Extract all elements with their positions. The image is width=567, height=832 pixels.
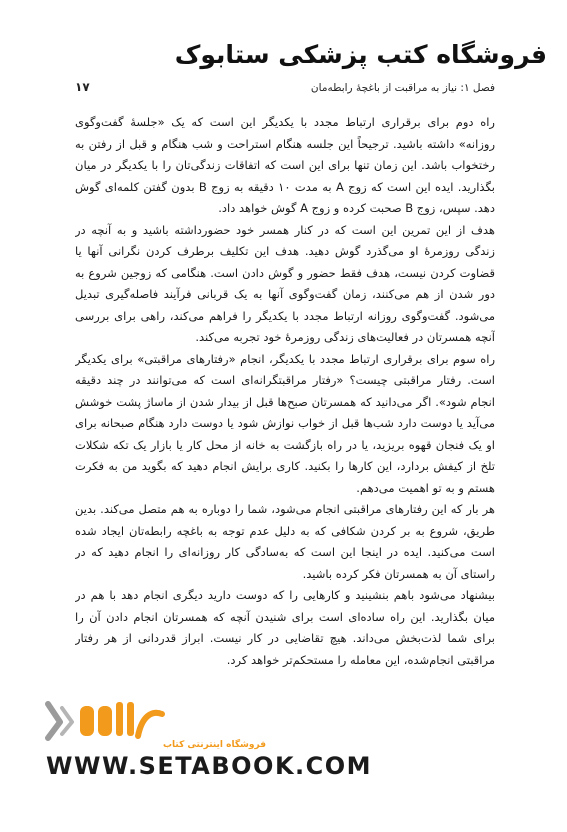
paragraph: هدف از این تمرین این است که در کنار همسر خود حضورداشته باشید و به آنچه در زندگی روزمرهٔ او می‌گذرد گوش دهید. هدف این تکلیف برطرف کردن نگرانی آنها یا قضاوت کردن نیست، هدف فقط حضور و گوش دادن است. هنگامی که زوجین شروع به دور شدن از هم می‌کنند، زمان گفت‌وگوی آنها به یک قربانی فرآیند فاصله‌گیری تبدیل می‌شود. گفت‌وگوی روزانه ارتباط مجدد با یکدیگر را فراهم می‌کند، راهی برای بررسی آنچه همسرتان در فعالیت‌های زندگی روزمرهٔ خود تجربه می‌کند.: [75, 222, 495, 344]
site-url: WWW.SETABOOK.COM: [46, 752, 373, 780]
running-head: [75, 80, 495, 98]
page-body: [75, 112, 495, 682]
logo-slogan: فروشگاه اینترنتی کتاب: [162, 740, 266, 750]
chapter-title: فصل ۱: نیاز به مراقبت از باغچهٔ رابطه‌مان: [310, 82, 495, 94]
paragraph: بیشنهاد می‌شود باهم بنشینید و کارهایی را که دوست دارید دیگری انجام دهد با هم در میان بگذارید. این راه ساده‌ای است برای شنیدن آنچه که همسرتان انجام دادن آن را برای شما لذت‌بخش می‌داند. هیچ تقاضایی در کار نیست. ابراز قدردانی از هر رفتار مراقبتی انجام‌شده، این معامله را مستحکم‌تر خواهد کرد.: [75, 588, 495, 667]
page-number: ۱۷: [75, 80, 90, 94]
paragraph: راه سوم برای برقراری ارتباط مجدد با یکدیگر، انجام «رفتارهای مراقبتی» برای یکدیگر است. رفتار مراقبتی چیست؟ «رفتار مراقبتگرانه‌ای است که می‌توانند در چند دقیقه انجام شود». اگر می‌دانید که همسرتان صبح‌ها قبل از بیدار شدن از ماساژ پشت خوشش می‌آید یا دوست دارد شب‌ها قبل از خواب نوازش شود یا دوست دارد هنگام صبحانه برای او یک فنجان قهوه بریزید، یا در راه بازگشت به خانه از محل کار یا بازار یک تکه شکلات تلخ از کیفش بردارد، این کارها را بکنید. کاری برایش انجام دهید که بگوید من به فکرت هستم و به تو اهمیت می‌دهم.: [75, 351, 495, 495]
setabook-logo-icon: [42, 698, 166, 744]
paragraph: هر بار که این رفتارهای مراقبتی انجام می‌شود، شما را دوباره به هم متصل می‌کند. بدین طریق، شروع به بر کردن شکافی که به دلیل عدم توجه به باغچه رابطه‌تان ایجاد شده است می‌کنید. ایده در اینجا این است که به‌سادگی کار روزانه‌ای را انجام دهید که در راستای آن به همسرتان فکر کرده باشید.: [75, 502, 495, 581]
paragraph: راه دوم برای برقراری ارتباط مجدد با یکدیگر این است که یک «جلسهٔ گفت‌وگوی روزانه» داشته باشید. ترجیحاً این جلسه هنگام استراحت و شب هنگام و قبل از رفتن به رختخواب باشد. این زمان تنها برای این است که اتفاقات زندگی‌تان را با یکدیگر در میان بگذارید. ایده این است که زوج A به مدت ۱۰ دقیقه به زوج B بدون گفتن کلمه‌ای گوش دهد. سپس، زوج B صحبت کرده و زوج A گوش خواهد داد.: [75, 115, 495, 215]
setabook-watermark: [0, 690, 567, 830]
store-title: فروشگاه کتب پزشکی ستابوک: [174, 40, 547, 69]
